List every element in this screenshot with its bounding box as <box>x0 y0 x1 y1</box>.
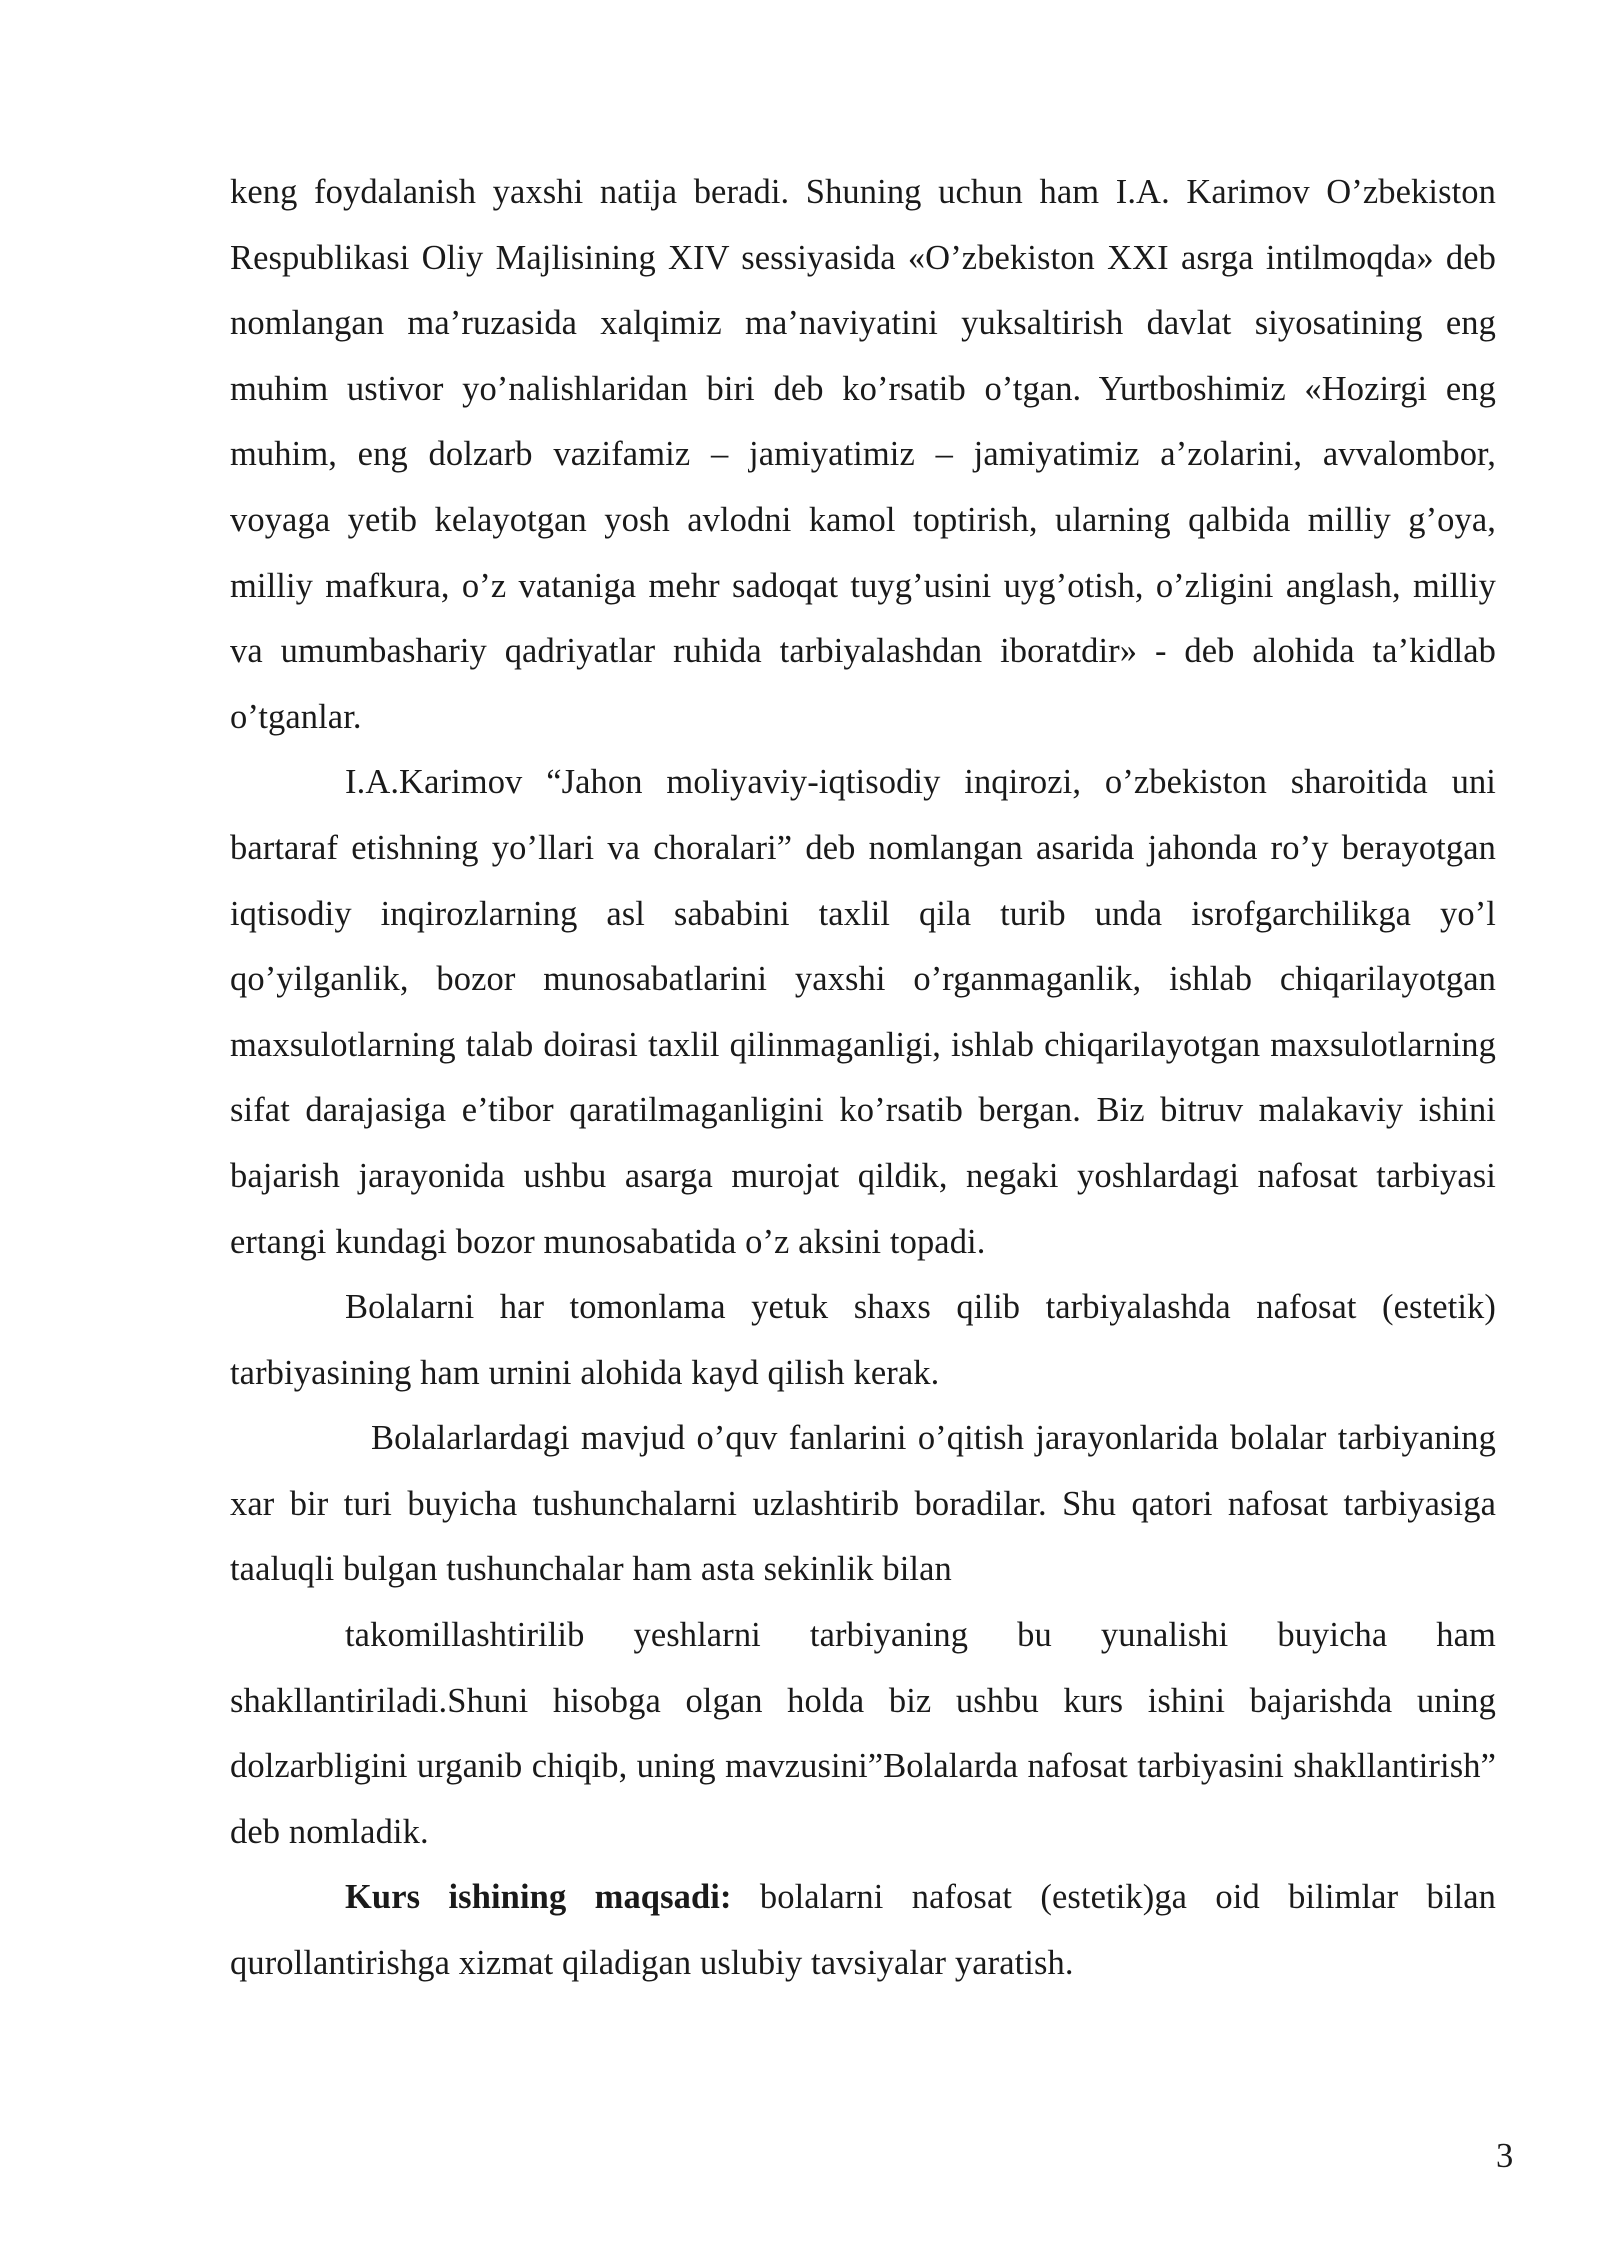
course-goal-text: bolalarni nafosat (estetik)ga oid bilimlar bilan qurollantirishga xizmat qiladigan uslubiy tavsiyalar yaratish. <box>230 1878 1496 1983</box>
paragraph-course-goal <box>230 1865 1496 1996</box>
paragraph-aesthetic-upbringing: Bolalarni har tomonlama yetuk shaxs qilib tarbiyalashda nafosat (estetik) tarbiyasining ham urnini alohida kayd qilish kerak. <box>230 1288 1496 1392</box>
document-body <box>230 160 1496 1997</box>
paragraph-karimov-crisis: I.A.Karimov “Jahon moliyaviy-iqtisodiy inqirozi, o’zbekiston sharoitida uni bartaraf etishning yo’llari va choralari” deb nomlangan asarida jahonda ro’y berayotgan iqtisodiy inqirozlarning asl sababini taxlil qila turib unda isrofgarchilikga yo’l qo’yilganlik, bozor munosabatlarini yaxshi o’rganmaganlik, ishlab chiqarilayotgan maxsulotlarning talab doirasi taxlil qilinmaganligi, ishlab chiqarilayotgan maxsulotlarning sifat darajasiga e’tibor qaratilmaganligini ko’rsatib bergan. Biz bitruv malakaviy ishini bajarish jarayonida ushbu asarga murojat qildik, negaki yoshlardagi nafosat tarbiyasi ertangi kundagi bozor munosabatida o’z aksini topadi. <box>230 763 1496 1261</box>
page-number: 3 <box>1496 2137 1514 2175</box>
paragraph-intro: keng foydalanish yaxshi natija beradi. Shuning uchun ham I.A. Karimov O’zbekiston Respublikasi Oliy Majlisining XIV sessiyasida «O’zbekiston XXI asrga intilmoqda» deb nomlangan ma’ruzasida xalqimiz ma’naviyatini yuksaltirish davlat siyosatining eng muhim ustivor yo’nalishlaridan biri deb ko’rsatib o’tgan. Yurtboshimiz «Hozirgi eng muhim, eng dolzarb vazifamiz – jamiyatimiz – jamiyatimiz a’zolarini, avvalombor, voyaga yetib kelayotgan yosh avlodni kamol toptirish, ularning qalbida milliy g’oya, milliy mafkura, o’z vataniga mehr sadoqat tuyg’usini uyg’otish, o’zligini anglash, milliy va umumbashariy qadriyatlar ruhida tarbiyalashdan iboratdir» - deb alohida ta’kidlab o’tganlar. <box>230 173 1496 736</box>
paragraph-subjects: Bolalarlardagi mavjud o’quv fanlarini o’qitish jarayonlarida bolalar tarbiyaning xar bir turi buyicha tushunchalarni uzlashtirib boradilar. Shu qatori nafosat tarbiyasiga taaluqli bulgan tushunchalar ham asta sekinlik bilan <box>230 1419 1496 1589</box>
course-goal-label: Kurs ishining maqsadi: <box>345 1878 732 1917</box>
paragraph-topic: takomillashtirilib yeshlarni tarbiyaning bu yunalishi buyicha ham shakllantiriladi.Shuni hisobga olgan holda biz ushbu kurs ishini bajarishda uning dolzarbligini urganib chiqib, uning mavzusini”Bolalarda nafosat tarbiyasini shakllantirish” deb nomladik. <box>230 1616 1496 1851</box>
